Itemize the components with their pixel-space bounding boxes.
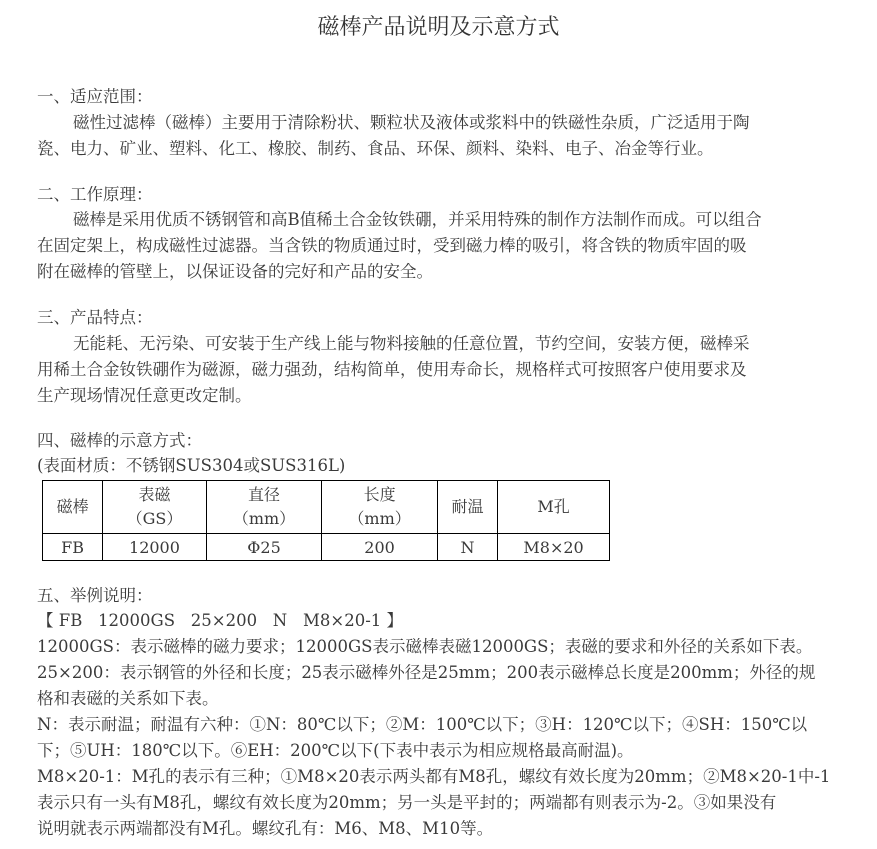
header-cell: 表磁 （GS） xyxy=(103,481,207,534)
paragraph-line: M8×20-1：M孔的表示有三种；①M8×20表示两头都有M8孔，螺纹有效长度为20mm；②M8×20-1中-1 xyxy=(37,767,831,786)
header-cell: 磁棒 xyxy=(43,481,103,534)
material-note: (表面材质：不锈钢SUS304或SUS316L) xyxy=(37,456,346,475)
section-heading: 五、举例说明： xyxy=(37,586,153,605)
section-heading: 一、适应范围： xyxy=(37,87,153,106)
table-row xyxy=(43,534,610,561)
header-cell: 耐温 xyxy=(437,481,497,534)
header-cell: 直径 （mm） xyxy=(206,481,322,534)
paragraph-line: 在固定架上，构成磁性过滤器。当含铁的物质通过时，受到磁力棒的吸引，将含铁的物质牢固的吸 xyxy=(37,236,747,255)
paragraph-line: 磁棒是采用优质不锈钢管和高B值稀土合金钕铁硼，并采用特殊的制作方法制作而成。可以组合 xyxy=(73,210,762,229)
section-heading: 三、产品特点： xyxy=(37,308,153,327)
header-cell: M孔 xyxy=(498,481,610,534)
paragraph-line: 磁性过滤棒（磁棒）主要用于清除粉状、颗粒状及液体或浆料中的铁磁性杂质，广泛适用于陶 xyxy=(73,113,750,132)
paragraph-line: 无能耗、无污染、可安装于生产线上能与物料接触的任意位置，节约空间，安装方便，磁棒采 xyxy=(73,334,750,353)
table-cell: 12000 xyxy=(103,534,207,561)
paragraph-line: 下；⑤UH：180℃以下。⑥EH：200℃以下(下表中表示为相应规格最高耐温)。 xyxy=(37,741,634,760)
paragraph-line: 瓷、电力、矿业、塑料、化工、橡胶、制药、食品、环保、颜料、染料、电子、冶金等行业。 xyxy=(37,139,714,158)
table-cell: N xyxy=(437,534,497,561)
paragraph-line: 25×200：表示钢管的外径和长度；25表示磁棒外径是25mm；200表示磁棒总长度是200mm；外径的规 xyxy=(37,663,816,682)
paragraph-line: N：表示耐温；耐温有六种：①N：80℃以下；②M：100℃以下；③H：120℃以下；④SH：150℃以 xyxy=(37,715,808,734)
example-code: 【 FB 12000GS 25×200 N M8×20-1 】 xyxy=(37,611,404,630)
page-title: 磁棒产品说明及示意方式 xyxy=(317,15,560,40)
section-heading: 四、磁棒的示意方式： xyxy=(37,431,202,450)
table-header-row xyxy=(43,481,610,534)
paragraph-line: 说明就表示两端都没有M孔。螺纹孔有：M6、M8、M10等。 xyxy=(37,819,494,838)
paragraph-line: 附在磁棒的管壁上，以保证设备的完好和产品的安全。 xyxy=(37,262,433,281)
table-cell: Φ25 xyxy=(206,534,322,561)
paragraph-line: 生产现场情况任意更改定制。 xyxy=(37,386,252,405)
paragraph-line: 表示只有一头有M8孔，螺纹有效长度为20mm；另一头是平封的；两端都有则表示为-2。③如果没有 xyxy=(37,793,777,812)
table-cell: M8×20 xyxy=(498,534,610,561)
table-cell: 200 xyxy=(322,534,438,561)
spec-table xyxy=(42,480,610,561)
paragraph-line: 格和表磁的关系如下表。 xyxy=(37,689,219,708)
section-heading: 二、工作原理： xyxy=(37,185,153,204)
table-cell: FB xyxy=(43,534,103,561)
header-cell: 长度 （mm） xyxy=(322,481,438,534)
paragraph-line: 用稀土合金钕铁硼作为磁源，磁力强劲，结构简单，使用寿命长，规格样式可按照客户使用要求及 xyxy=(37,360,747,379)
paragraph-line: 12000GS：表示磁棒的磁力要求；12000GS表示磁棒表磁12000GS；表磁的要求和外径的关系如下表。 xyxy=(37,637,813,656)
